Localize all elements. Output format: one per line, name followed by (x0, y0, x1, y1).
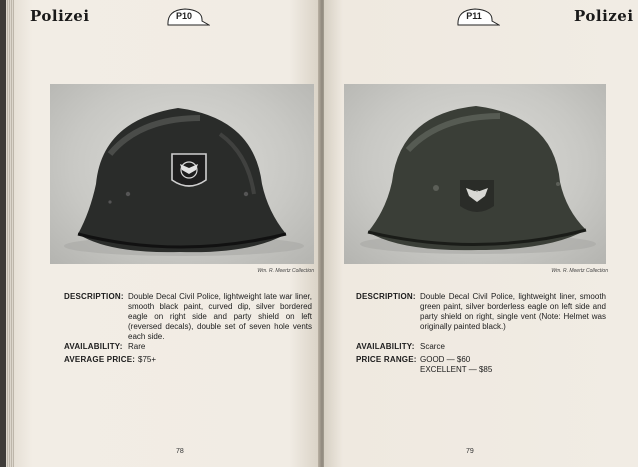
helmet-illustration (50, 84, 314, 264)
description-text: Double Decal Civil Police, lightweight late war liner, smooth black paint, curved dip, silver bordered eagle on right side and party shield on left (reversed decals), double set of seven hole vents each side. (128, 292, 312, 341)
page-number: 78 (176, 448, 184, 455)
page-number: 79 (466, 448, 474, 455)
availability-value: Scarce (420, 342, 445, 351)
helmet-photo (50, 84, 314, 264)
header-brand: Polizei (574, 7, 634, 25)
photo-credit: Wm. R. Meertz Collection (257, 268, 314, 274)
price-label: PRICE RANGE: (356, 355, 417, 364)
description-label: DESCRIPTION: (356, 292, 416, 301)
right-page (324, 0, 638, 467)
availability-label: AVAILABILITY: (356, 342, 415, 351)
book-page-edges (6, 0, 14, 467)
plate-badge (454, 6, 500, 28)
plate-number: P10 (175, 11, 192, 21)
availability-value: Rare (128, 342, 146, 351)
price-value: $75+ (138, 355, 157, 364)
price-excellent: EXCELLENT — $85 (420, 365, 493, 374)
plate-badge (164, 6, 210, 28)
header-brand: Polizei (30, 7, 90, 25)
price-good: GOOD — $60 (420, 355, 471, 364)
availability-label: AVAILABILITY: (64, 342, 123, 351)
price-label: AVERAGE PRICE: (64, 355, 136, 364)
helmet-illustration (344, 84, 606, 264)
photo-credit: Wm. R. Meertz Collection (551, 268, 608, 274)
plate-number: P11 (466, 11, 482, 21)
helmet-photo (344, 84, 606, 264)
left-page (14, 0, 320, 467)
description-text: Double Decal Civil Police, lightweight liner, smooth green paint, silver borderless eagle on left side and party shield on right, single vent (Note: Helmet was originally painted black.) (420, 292, 606, 331)
description-label: DESCRIPTION: (64, 292, 124, 301)
